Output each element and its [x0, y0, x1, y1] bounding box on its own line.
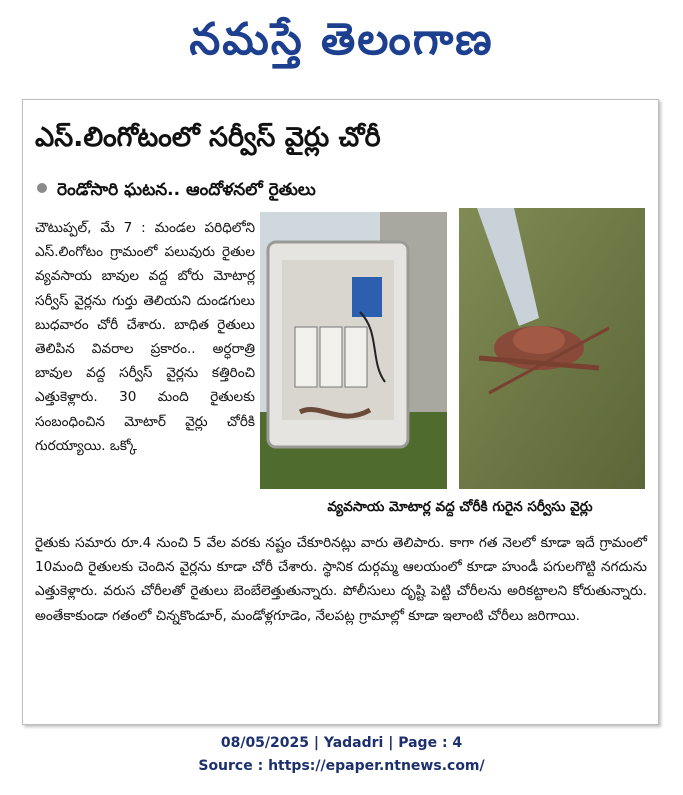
edition-info: 08/05/2025 | Yadadri | Page : 4 [220, 735, 463, 751]
article-headline: ఎస్.లింగోటంలో సర్వీస్ వైర్లు చోరీ [35, 122, 381, 153]
source-link[interactable]: Source : https://epaper.ntnews.com/ [198, 758, 485, 774]
pipe-illustration [459, 208, 645, 489]
starter-box-illustration [260, 212, 447, 489]
masthead-title: నమస్తే తెలంగాణ [189, 14, 494, 65]
motor-starter-box-photo [260, 212, 447, 489]
article-body-column: చౌటుప్పల్, మే 7 : మండల పరిధిలోని ఎస్.లింగోటం గ్రామంలో పలువురు రైతుల వ్యవసాయ బావుల వద్ద బోరు మోటార్ల సర్వీస్ వైర్లను గుర్తు తెలియని దుండగులు బుధవారం చోరీ చేశారు. బాధిత రైతులు తెలిపిన వివరాల ప్రకారం.. అర్ధరాత్రి బావుల వద్ద సర్వీస్ వైర్లను కత్తిరించి ఎత్తుకెళ్లారు. 30 మంది రైతులకు సంబంధించిన మోటార్ వైర్లు చోరీకి గురయ్యాయి. ఒక్కో [35, 220, 255, 454]
article-body-continued: రైతుకు సమారు రూ.4 నుంచి 5 వేల వరకు నష్టం చేకూరినట్లు వారు తెలిపారు. కాగా గత నెలలో కూడా ఇదే గ్రామంలో 10మంది రైతులకు చెందిన వైర్లను కూడా చోరీ చేశారు. స్థానిక దుర్గమ్మ ఆలయంలో కూడా హుండీ పగులగొట్టి నగదును ఎత్తుకెళ్లారు. వరుస చోరీలతో రైతులు బెంబేలెత్తుతున్నారు. పోలీసులు దృష్టి పెట్టి చోరీలను అరికట్టాలని కోరుతున్నారు. అంతేకాకుండా గతంలో చిన్నకొండూర్, మండోళ్లగూడెం, నేలపట్ల గ్రామాల్లో కూడా ఇలాంటి చోరీలు జరిగాయి. [35, 535, 647, 624]
borewell-pipe-photo [459, 208, 645, 489]
bullet-dot-icon [37, 183, 47, 193]
news-clipping [22, 99, 659, 725]
article-subheadline [37, 178, 316, 202]
photo-caption: వ్యవసాయ మోటార్ల వద్ద చోరీకి గురైన సర్వీసు వైర్లు [327, 499, 593, 515]
subheadline-text: రెండోసారి ఘటన.. ఆందోళనలో రైతులు [57, 180, 316, 200]
